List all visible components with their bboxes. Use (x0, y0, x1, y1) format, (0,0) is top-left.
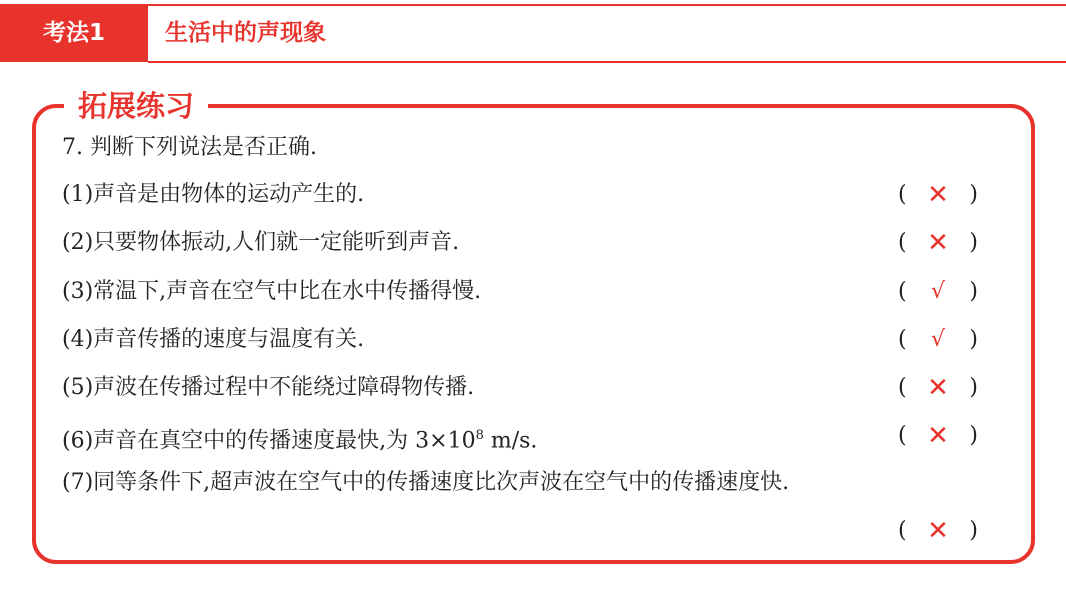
statement-2: (2)只要物体振动,人们就一定能听到声音. (62, 230, 460, 255)
bracket-close: ) (969, 518, 978, 543)
check-mark-icon: √ (930, 327, 946, 352)
answer-2 (898, 228, 978, 258)
statement-6-text: (6)声音在真空中的传播速度最快,为 3×10 (62, 428, 476, 454)
answer-6 (898, 421, 978, 451)
question-stem: 7. 判断下列说法是否正确. (62, 135, 317, 160)
bracket-close: ) (969, 423, 978, 448)
bracket-open: ( (898, 279, 907, 304)
answer-1 (898, 180, 978, 210)
bracket-open: ( (898, 230, 907, 255)
wrong-mark-icon: ✕ (927, 180, 949, 210)
answer-4 (898, 325, 978, 355)
answer-3 (898, 277, 978, 307)
answer-7 (898, 516, 978, 546)
topic-title: 生活中的声现象 (165, 20, 326, 46)
bracket-close: ) (969, 375, 978, 400)
bracket-close: ) (969, 327, 978, 352)
wrong-mark-icon: ✕ (927, 516, 949, 546)
header-bar (0, 0, 1066, 68)
check-mark-icon: √ (930, 279, 946, 304)
statement-6 (62, 421, 537, 456)
bracket-close: ) (969, 279, 978, 304)
statement-4: (4)声音传播的速度与温度有关. (62, 327, 365, 352)
wrong-mark-icon: ✕ (927, 421, 949, 451)
statement-3: (3)常温下,声音在空气中比在水中传播得慢. (62, 279, 482, 304)
bracket-open: ( (898, 518, 907, 543)
section-title: 拓展练习 (64, 86, 208, 126)
exponent: 8 (475, 428, 484, 443)
bracket-close: ) (969, 230, 978, 255)
statement-6-unit: m/s. (483, 428, 538, 454)
method-tag: 考法1 (0, 4, 148, 62)
bracket-close: ) (969, 182, 978, 207)
statement-1: (1)声音是由物体的运动产生的. (62, 182, 365, 207)
header-bottom-rule (148, 61, 1066, 63)
answer-5 (898, 373, 978, 403)
wrong-mark-icon: ✕ (927, 373, 949, 403)
bracket-open: ( (898, 375, 907, 400)
wrong-mark-icon: ✕ (927, 228, 949, 258)
bracket-open: ( (898, 423, 907, 448)
bracket-open: ( (898, 327, 907, 352)
statement-5: (5)声波在传播过程中不能绕过障碍物传播. (62, 375, 475, 400)
statement-7: (7)同等条件下,超声波在空气中的传播速度比次声波在空气中的传播速度快. (62, 470, 790, 495)
bracket-open: ( (898, 182, 907, 207)
